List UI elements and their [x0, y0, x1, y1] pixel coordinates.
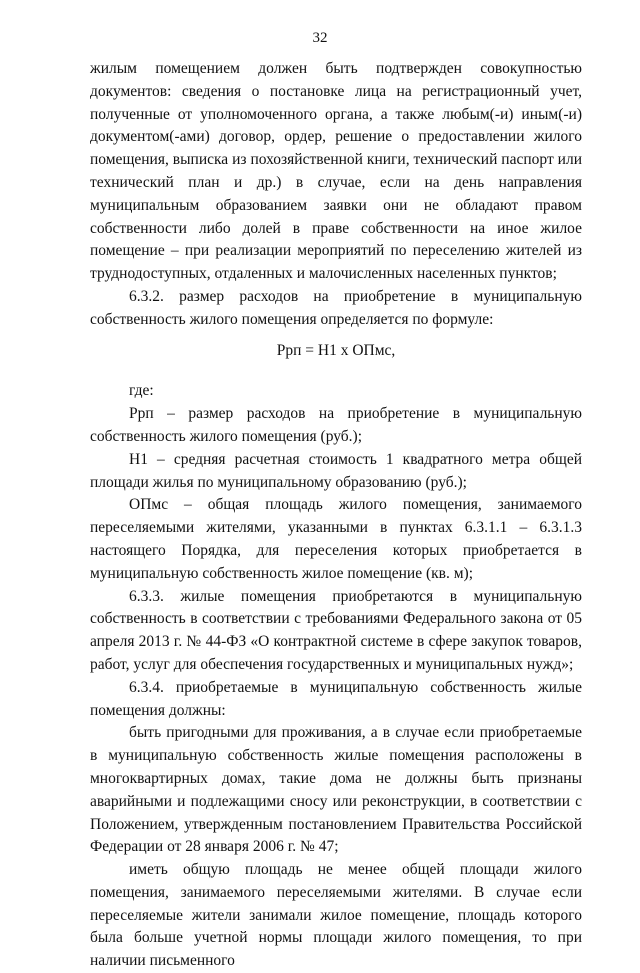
formula-def-opms: ОПмс – общая площадь жилого помещения, занимаемого переселяемыми жителями, указанными в пунктах 6.3.1.1 – 6.3.1.3 настоящего Порядка, для переселения которых приобретается в муниципальную собственность жилое помещение (кв. м);: [90, 496, 582, 582]
requirement-suitable: быть пригодными для проживания, а в случае если приобретаемые в муниципальную собственность жилые помещения расположены в многоквартирных домах, такие дома не должны быть признаны аварийными и подлежащими сносу или реконструкции, в соответствии с Положением, утвержденным постановлением Правительства Российской Федерации от 28 января 2006 г. № 47;: [90, 724, 582, 856]
requirement-area: иметь общую площадь не менее общей площади жилого помещения, занимаемого переселяемыми жителями. В случае если переселяемые жители занимали жилое помещение, площадь которого была больше учетной нормы площади жилого помещения, то при наличии письменного: [90, 861, 582, 970]
paragraph-6-3-4: 6.3.4. приобретаемые в муниципальную собственность жилые помещения должны:: [90, 678, 582, 719]
formula-def-n1: Н1 – средняя расчетная стоимость 1 квадратного метра общей площади жилья по муниципальному образованию (руб.);: [90, 450, 582, 491]
document-body: [90, 58, 582, 973]
paragraph-continuation: жилым помещением должен быть подтвержден совокупностью документов: сведения о постановке лица на регистрационный учет, полученные от уполномоченного органа, а также любым(-и) иным(-и) документом(-ами) договор, ордер, решение о предоставлении жилого помещения, выписка из похозяйственной книги, технический паспорт или технический план и др.) в случае, если на день направления муниципальным образованием заявки они не обладают правом собственности либо долей в праве собственности на иное жилое помещение – при реализации мероприятий по переселению жителей из труднодоступных, отдаленных и малочисленных населенных пунктов;: [90, 60, 582, 283]
paragraph-6-3-2: 6.3.2. размер расходов на приобретение в муниципальную собственность жилого помещения определяется по формуле:: [90, 287, 582, 328]
formula: Рpп = Н1 х ОПмс,: [276, 341, 396, 359]
page-number: 32: [312, 30, 328, 46]
formula-def-rpp: Рpп – размер расходов на приобретение в муниципальную собственность жилого помещения (руб.);: [90, 405, 582, 445]
paragraph-6-3-3: 6.3.3. жилые помещения приобретаются в муниципальную собственность в соответствии с требованиями Федерального закона от 05 апреля 2013 г. № 44-ФЗ «О контрактной системе в сфере закупок товаров, работ, услуг для обеспечения государственных и муниципальных нужд»;: [90, 587, 582, 673]
formula-where: где:: [129, 382, 154, 400]
